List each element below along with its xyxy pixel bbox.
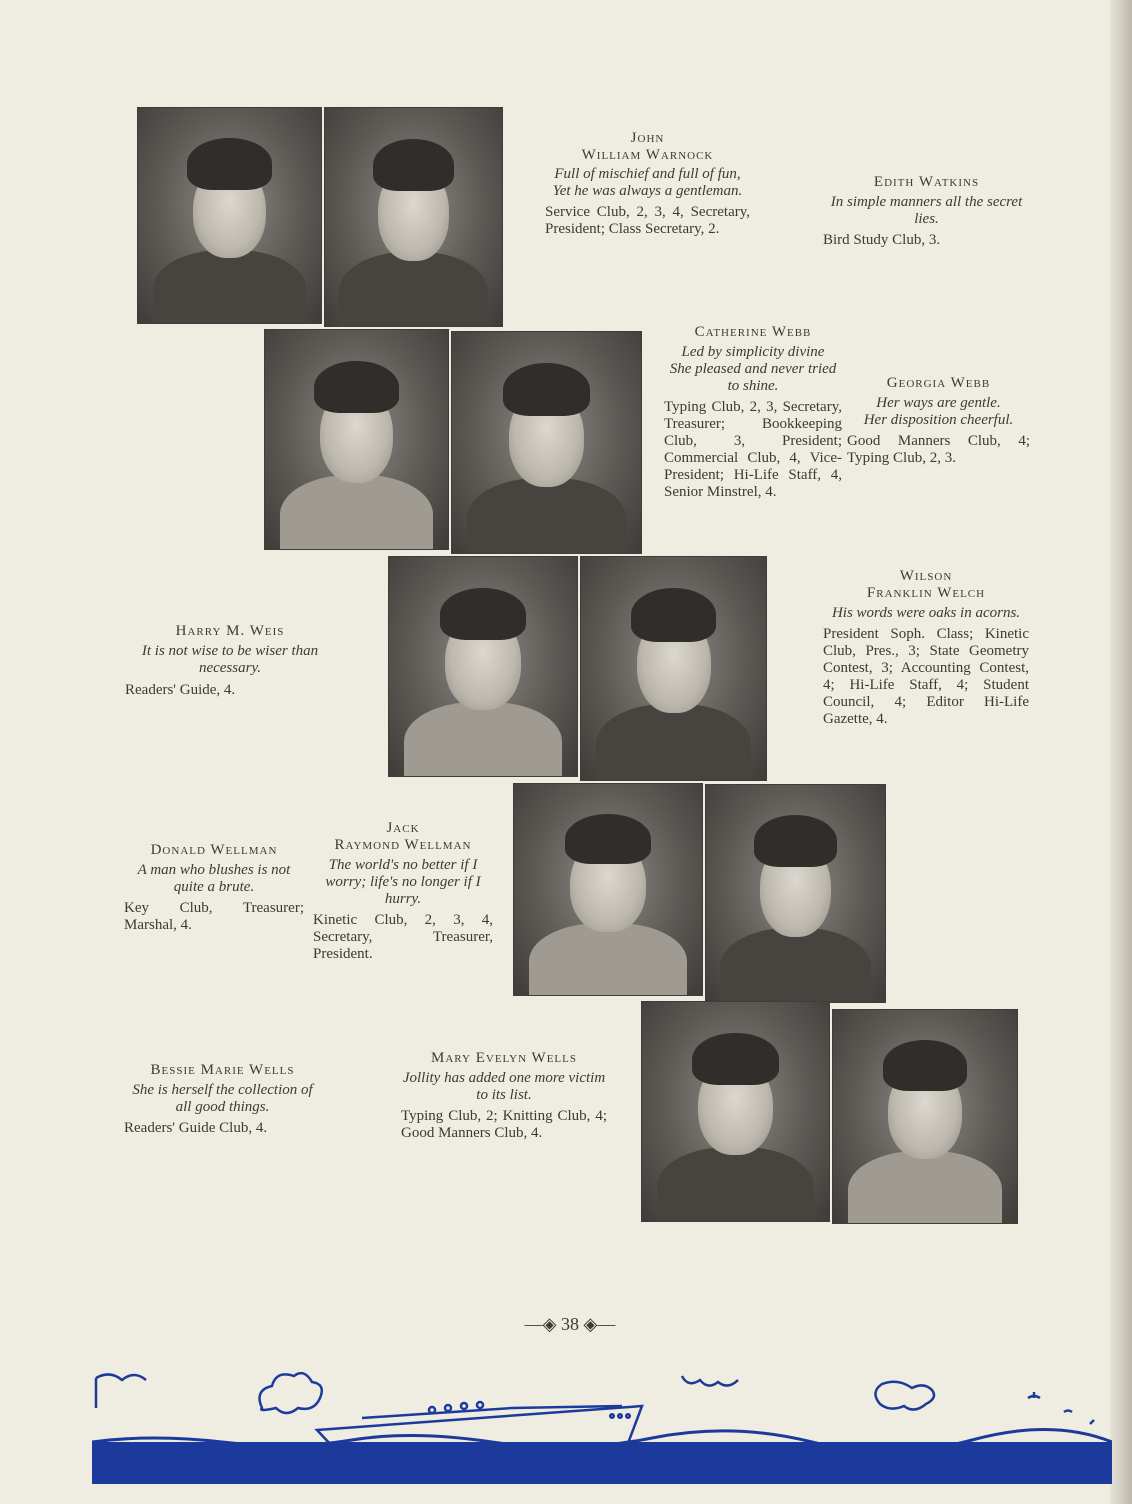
student-name: Jack Raymond Wellman	[334, 820, 472, 853]
page-edge-shadow	[1110, 0, 1132, 1504]
ornament-left-icon: ―◈	[524, 1314, 557, 1334]
page-number: ―◈ 38 ◈―	[524, 1314, 616, 1334]
portrait-edith-watkins	[324, 107, 503, 327]
entry-georgia-webb	[847, 375, 1030, 467]
student-activities: President Soph. Class; Kinetic Club, Pres., 3; State Geometry Contest, 3; Accounting Contest, 4; Hi-Life Staff, 4; Student Council, 4; Editor Hi-Life Gazette, 4.	[823, 626, 1029, 727]
bird-icons	[1028, 1392, 1094, 1424]
student-motto: His words were oaks in acorns.	[831, 605, 1021, 621]
student-name: Georgia Webb	[886, 375, 991, 391]
entry-catherine-webb	[664, 324, 842, 501]
student-motto: A man who blushes is not quite a brute.	[137, 862, 291, 895]
entry-edith-watkins	[823, 174, 1030, 249]
student-name: Donald Wellman	[150, 842, 278, 858]
portrait-mary-wells	[832, 1009, 1018, 1224]
entry-donald-wellman	[124, 842, 304, 934]
student-activities: Readers' Guide Club, 4.	[124, 1120, 268, 1136]
portrait-harry-weis	[388, 556, 578, 777]
entry-bessie-wells	[124, 1062, 321, 1137]
cloud-icon-center	[260, 1373, 322, 1413]
student-name: Edith Watkins	[873, 174, 980, 190]
student-activities: Bird Study Club, 3.	[823, 232, 941, 248]
cloud-icon-right	[682, 1376, 934, 1410]
student-activities: Service Club, 2, 3, 4, Secretary, President; Class Secretary, 2.	[545, 204, 750, 237]
student-activities: Good Manners Club, 4; Typing Club, 2, 3.	[847, 433, 1030, 466]
student-activities: Typing Club, 2; Knitting Club, 4; Good Manners Club, 4.	[401, 1108, 607, 1141]
student-activities: Typing Club, 2, 3, Secretary, Treasurer; Bookkeeping Club, 3, President; Commercial Club, 4, Vice-President; Hi-Life Staff, 4, Senior Minstrel, 4.	[664, 399, 842, 500]
student-activities: Readers' Guide, 4.	[125, 682, 236, 698]
student-name: Mary Evelyn Wells	[431, 1050, 577, 1066]
portrait-bessie-wells	[641, 1001, 830, 1222]
student-activities: Key Club, Treasurer; Marshal, 4.	[124, 900, 304, 933]
student-motto: Jollity has added one more victim to its list.	[402, 1070, 606, 1103]
portrait-wilson-welch	[580, 556, 767, 781]
student-motto: Full of mischief and full of fun, Yet he was always a gentleman.	[552, 166, 743, 199]
footer-ship-illustration	[92, 1368, 1112, 1484]
portrait-john-warnock	[137, 107, 322, 324]
portrait-georgia-webb	[451, 331, 642, 554]
entry-jack-wellman	[313, 820, 493, 963]
portrait-catherine-webb	[264, 329, 449, 550]
student-name: John William Warnock	[581, 130, 714, 163]
student-motto: She is herself the collection of all good things.	[132, 1082, 313, 1115]
student-motto: In simple manners all the secret lies.	[830, 194, 1023, 227]
entry-wilson-welch	[823, 568, 1029, 728]
portrait-jack-wellman	[705, 784, 886, 1003]
entry-harry-weis	[125, 623, 335, 699]
footer-blue-band	[92, 1442, 1112, 1484]
ornament-right-icon: ◈―	[583, 1314, 616, 1334]
student-motto: The world's no better if I worry; life's no longer if I hurry.	[325, 857, 481, 907]
student-motto: Her ways are gentle. Her disposition cheerful.	[863, 395, 1014, 428]
student-motto: Led by simplicity divine She pleased and never tried to shine.	[669, 344, 837, 394]
portrait-donald-wellman	[513, 783, 703, 996]
student-name: Catherine Webb	[694, 324, 812, 340]
student-activities: Kinetic Club, 2, 3, 4, Secretary, Treasurer, President.	[313, 912, 493, 962]
student-name: Bessie Marie Wells	[150, 1062, 295, 1078]
student-name: Harry M. Weis	[175, 623, 285, 639]
student-name: Wilson Franklin Welch	[866, 568, 986, 601]
cloud-icon-left	[96, 1374, 146, 1408]
entry-john-warnock	[545, 130, 750, 238]
entry-mary-wells	[401, 1050, 607, 1142]
student-motto: It is not wise to be wiser than necessary.	[141, 643, 319, 676]
